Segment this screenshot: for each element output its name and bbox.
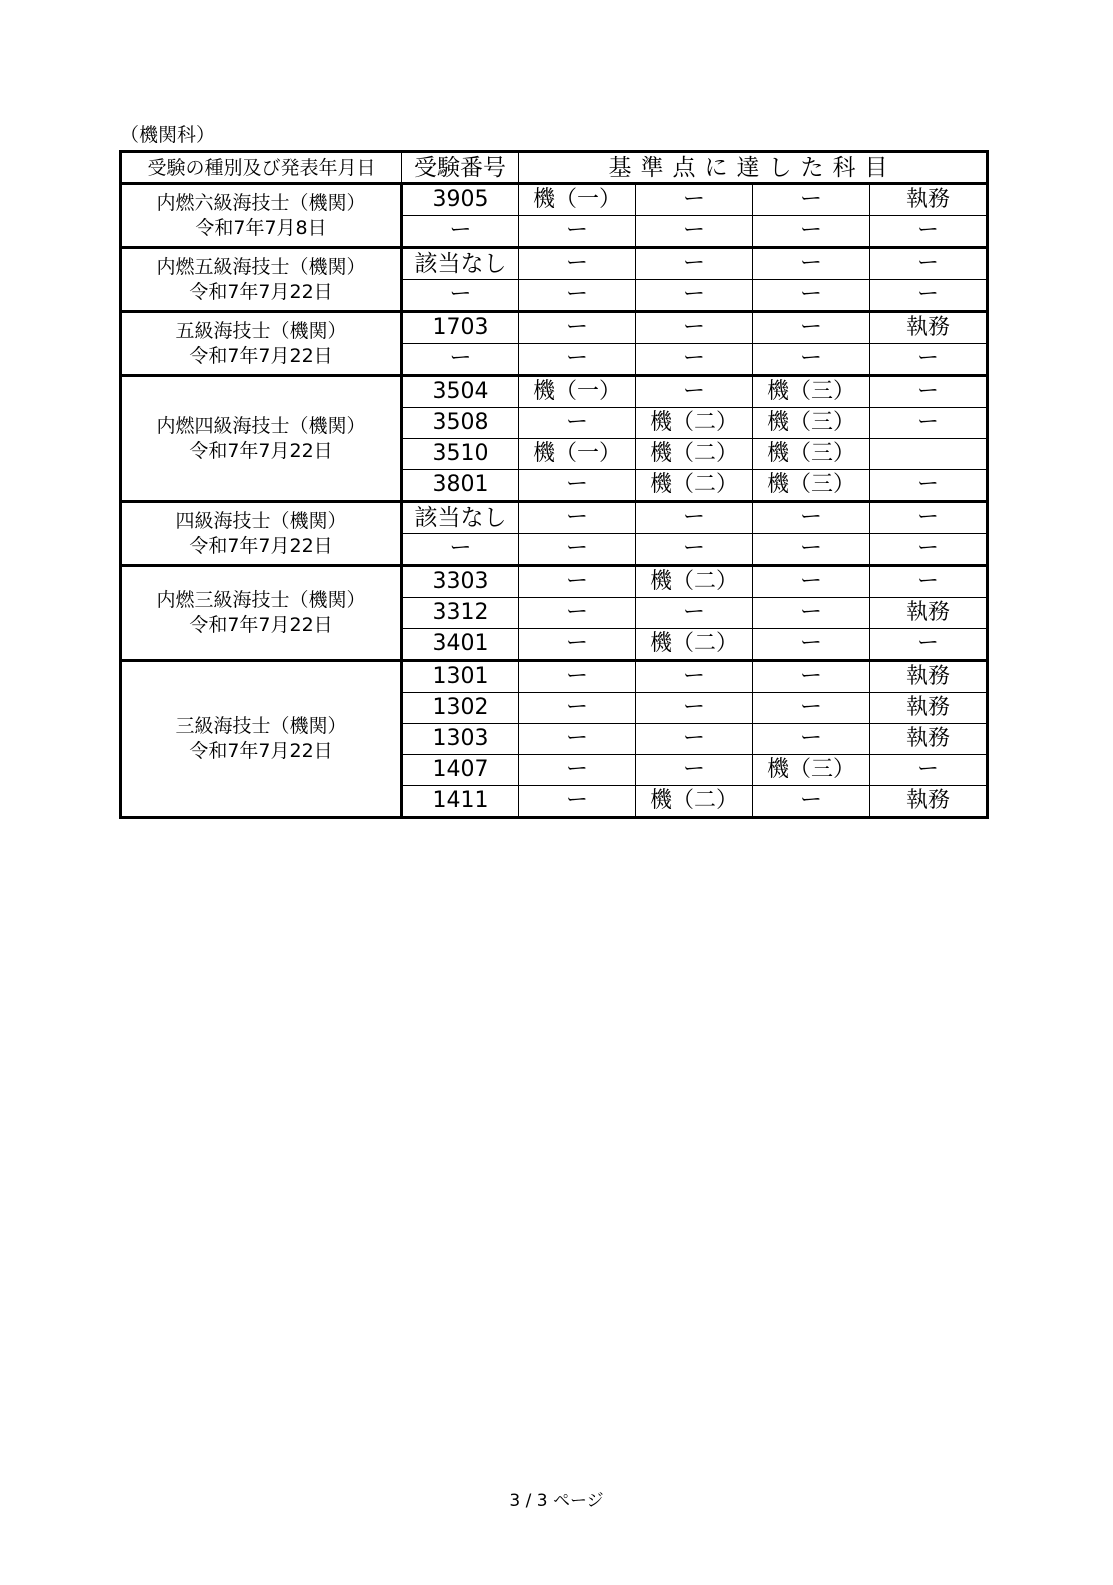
subject-cell: ー [519,755,636,786]
exam-type-cell [121,502,402,566]
subject-cell: ー [753,566,870,598]
announcement-date: 令和7年7月22日 [189,344,333,367]
subject-cell: ー [636,184,753,216]
exam-number-cell: 1411 [402,786,519,818]
exam-number-cell: ー [402,534,519,566]
subject-cell: ー [519,693,636,724]
exam-number-cell: 3303 [402,566,519,598]
subject-cell: ー [870,629,988,661]
subject-cell: ー [753,344,870,376]
subject-cell: 機（三） [753,755,870,786]
exam-type-cell [121,661,402,818]
exam-number-cell: 3504 [402,376,519,408]
subject-cell: ー [519,280,636,312]
exam-type-cell [121,376,402,502]
exam-type-cell [121,312,402,376]
subject-cell: ー [870,344,988,376]
table-row [121,661,988,693]
subject-cell: ー [636,755,753,786]
subject-cell: 機（二） [636,629,753,661]
announcement-date: 令和7年7月22日 [189,614,333,636]
subject-cell: ー [636,724,753,755]
subject-cell: ー [519,312,636,344]
table-header-row [121,152,988,184]
subject-cell: ー [519,248,636,280]
header-exam-type: 受験の種別及び発表年月日 [121,152,402,184]
subject-cell: ー [753,629,870,661]
subject-cell: 機（一） [519,376,636,408]
subject-cell: 執務 [870,724,988,755]
subject-cell: ー [519,661,636,693]
exam-type-cell [121,184,402,248]
exam-type-name: 内燃六級海技士（機関） [156,191,366,214]
subject-cell: ー [519,629,636,661]
exam-number-cell: 1407 [402,755,519,786]
subject-cell: ー [870,408,988,439]
subject-cell: 執務 [870,693,988,724]
subject-cell: 機（二） [636,566,753,598]
subject-cell: ー [519,534,636,566]
subject-cell: ー [519,216,636,248]
subject-cell: ー [519,598,636,629]
subject-cell: ー [636,693,753,724]
subject-cell: ー [636,280,753,312]
subject-cell: ー [636,344,753,376]
subject-cell: ー [636,661,753,693]
exam-type-name: 三級海技士（機関） [175,715,347,737]
announcement-date: 令和7年7月22日 [189,740,333,762]
subject-cell: ー [753,248,870,280]
exam-type-name: 五級海技士（機関） [175,319,347,342]
subject-cell: ー [636,598,753,629]
subject-cell: 執務 [870,312,988,344]
exam-number-cell: 3801 [402,470,519,502]
exam-number-cell: 1302 [402,693,519,724]
section-label: （機関科） [120,124,216,146]
subject-cell: ー [753,786,870,818]
subject-cell: ー [753,598,870,629]
subject-cell: ー [636,248,753,280]
subject-cell: 執務 [870,661,988,693]
subject-cell: 機（一） [519,439,636,470]
exam-type-cell [121,248,402,312]
exam-number-cell: 3312 [402,598,519,629]
announcement-date: 令和7年7月22日 [189,280,333,303]
subject-cell: ー [753,280,870,312]
subject-cell: ー [519,566,636,598]
subject-cell: ー [870,248,988,280]
subject-cell: ー [636,312,753,344]
subject-cell: ー [870,280,988,312]
exam-type-name: 四級海技士（機関） [175,509,347,532]
table-row [121,502,988,534]
subject-cell: ー [519,344,636,376]
page-number: 3 / 3 ページ [509,1491,604,1511]
announcement-date: 令和7年7月22日 [189,534,333,557]
table-row [121,248,988,280]
exam-number-cell: 3508 [402,408,519,439]
table-row [121,376,988,408]
subject-cell: 執務 [870,184,988,216]
subject-cell: 機（三） [753,376,870,408]
subject-cell: ー [870,566,988,598]
subject-cell: 機（二） [636,439,753,470]
subject-cell: ー [870,216,988,248]
subject-cell: 機（三） [753,470,870,502]
exam-number-cell: 3510 [402,439,519,470]
subject-cell: 機（二） [636,408,753,439]
subject-cell: ー [870,502,988,534]
table-row [121,184,988,216]
exam-number-cell: ー [402,216,519,248]
exam-number-cell: ー [402,344,519,376]
subject-cell: ー [753,502,870,534]
subject-cell: 機（一） [519,184,636,216]
subject-cell: ー [753,534,870,566]
results-table [119,150,989,819]
exam-number-cell: 1703 [402,312,519,344]
subject-cell: ー [636,502,753,534]
subject-cell: ー [753,216,870,248]
exam-number-cell: 1301 [402,661,519,693]
subject-cell: 機（三） [753,439,870,470]
subject-cell: ー [636,534,753,566]
subject-cell: ー [636,376,753,408]
subject-cell: 執務 [870,598,988,629]
exam-type-name: 内燃四級海技士（機関） [156,414,366,437]
subject-cell: ー [519,724,636,755]
subject-cell: ー [519,502,636,534]
announcement-date: 令和7年7月22日 [189,439,333,462]
subject-cell: ー [519,786,636,818]
subject-cell: ー [753,724,870,755]
subject-cell: ー [870,534,988,566]
exam-number-cell: 1303 [402,724,519,755]
header-exam-number: 受験番号 [402,152,519,184]
announcement-date: 令和7年7月8日 [195,216,327,239]
exam-number-cell: 該当なし [402,502,519,534]
exam-number-cell: ー [402,280,519,312]
table-row [121,312,988,344]
subject-cell: 執務 [870,786,988,818]
subject-cell: ー [870,376,988,408]
subject-cell: 機（二） [636,470,753,502]
exam-number-cell: 該当なし [402,248,519,280]
exam-number-cell: 3401 [402,629,519,661]
exam-number-cell: 3905 [402,184,519,216]
header-passed-subjects: 基準点に達した科目 [519,152,988,184]
subject-cell: ー [870,755,988,786]
subject-cell: ー [636,216,753,248]
exam-type-name: 内燃三級海技士（機関） [156,589,366,611]
subject-cell: 機（二） [636,786,753,818]
subject-cell: ー [753,661,870,693]
exam-type-name: 内燃五級海技士（機関） [156,255,366,278]
subject-cell: ー [753,693,870,724]
subject-cell [870,439,988,470]
subject-cell: ー [519,470,636,502]
subject-cell: ー [519,408,636,439]
exam-type-cell [121,566,402,661]
subject-cell: ー [870,470,988,502]
subject-cell: ー [753,184,870,216]
subject-cell: 機（三） [753,408,870,439]
table-row [121,566,988,598]
subject-cell: ー [753,312,870,344]
